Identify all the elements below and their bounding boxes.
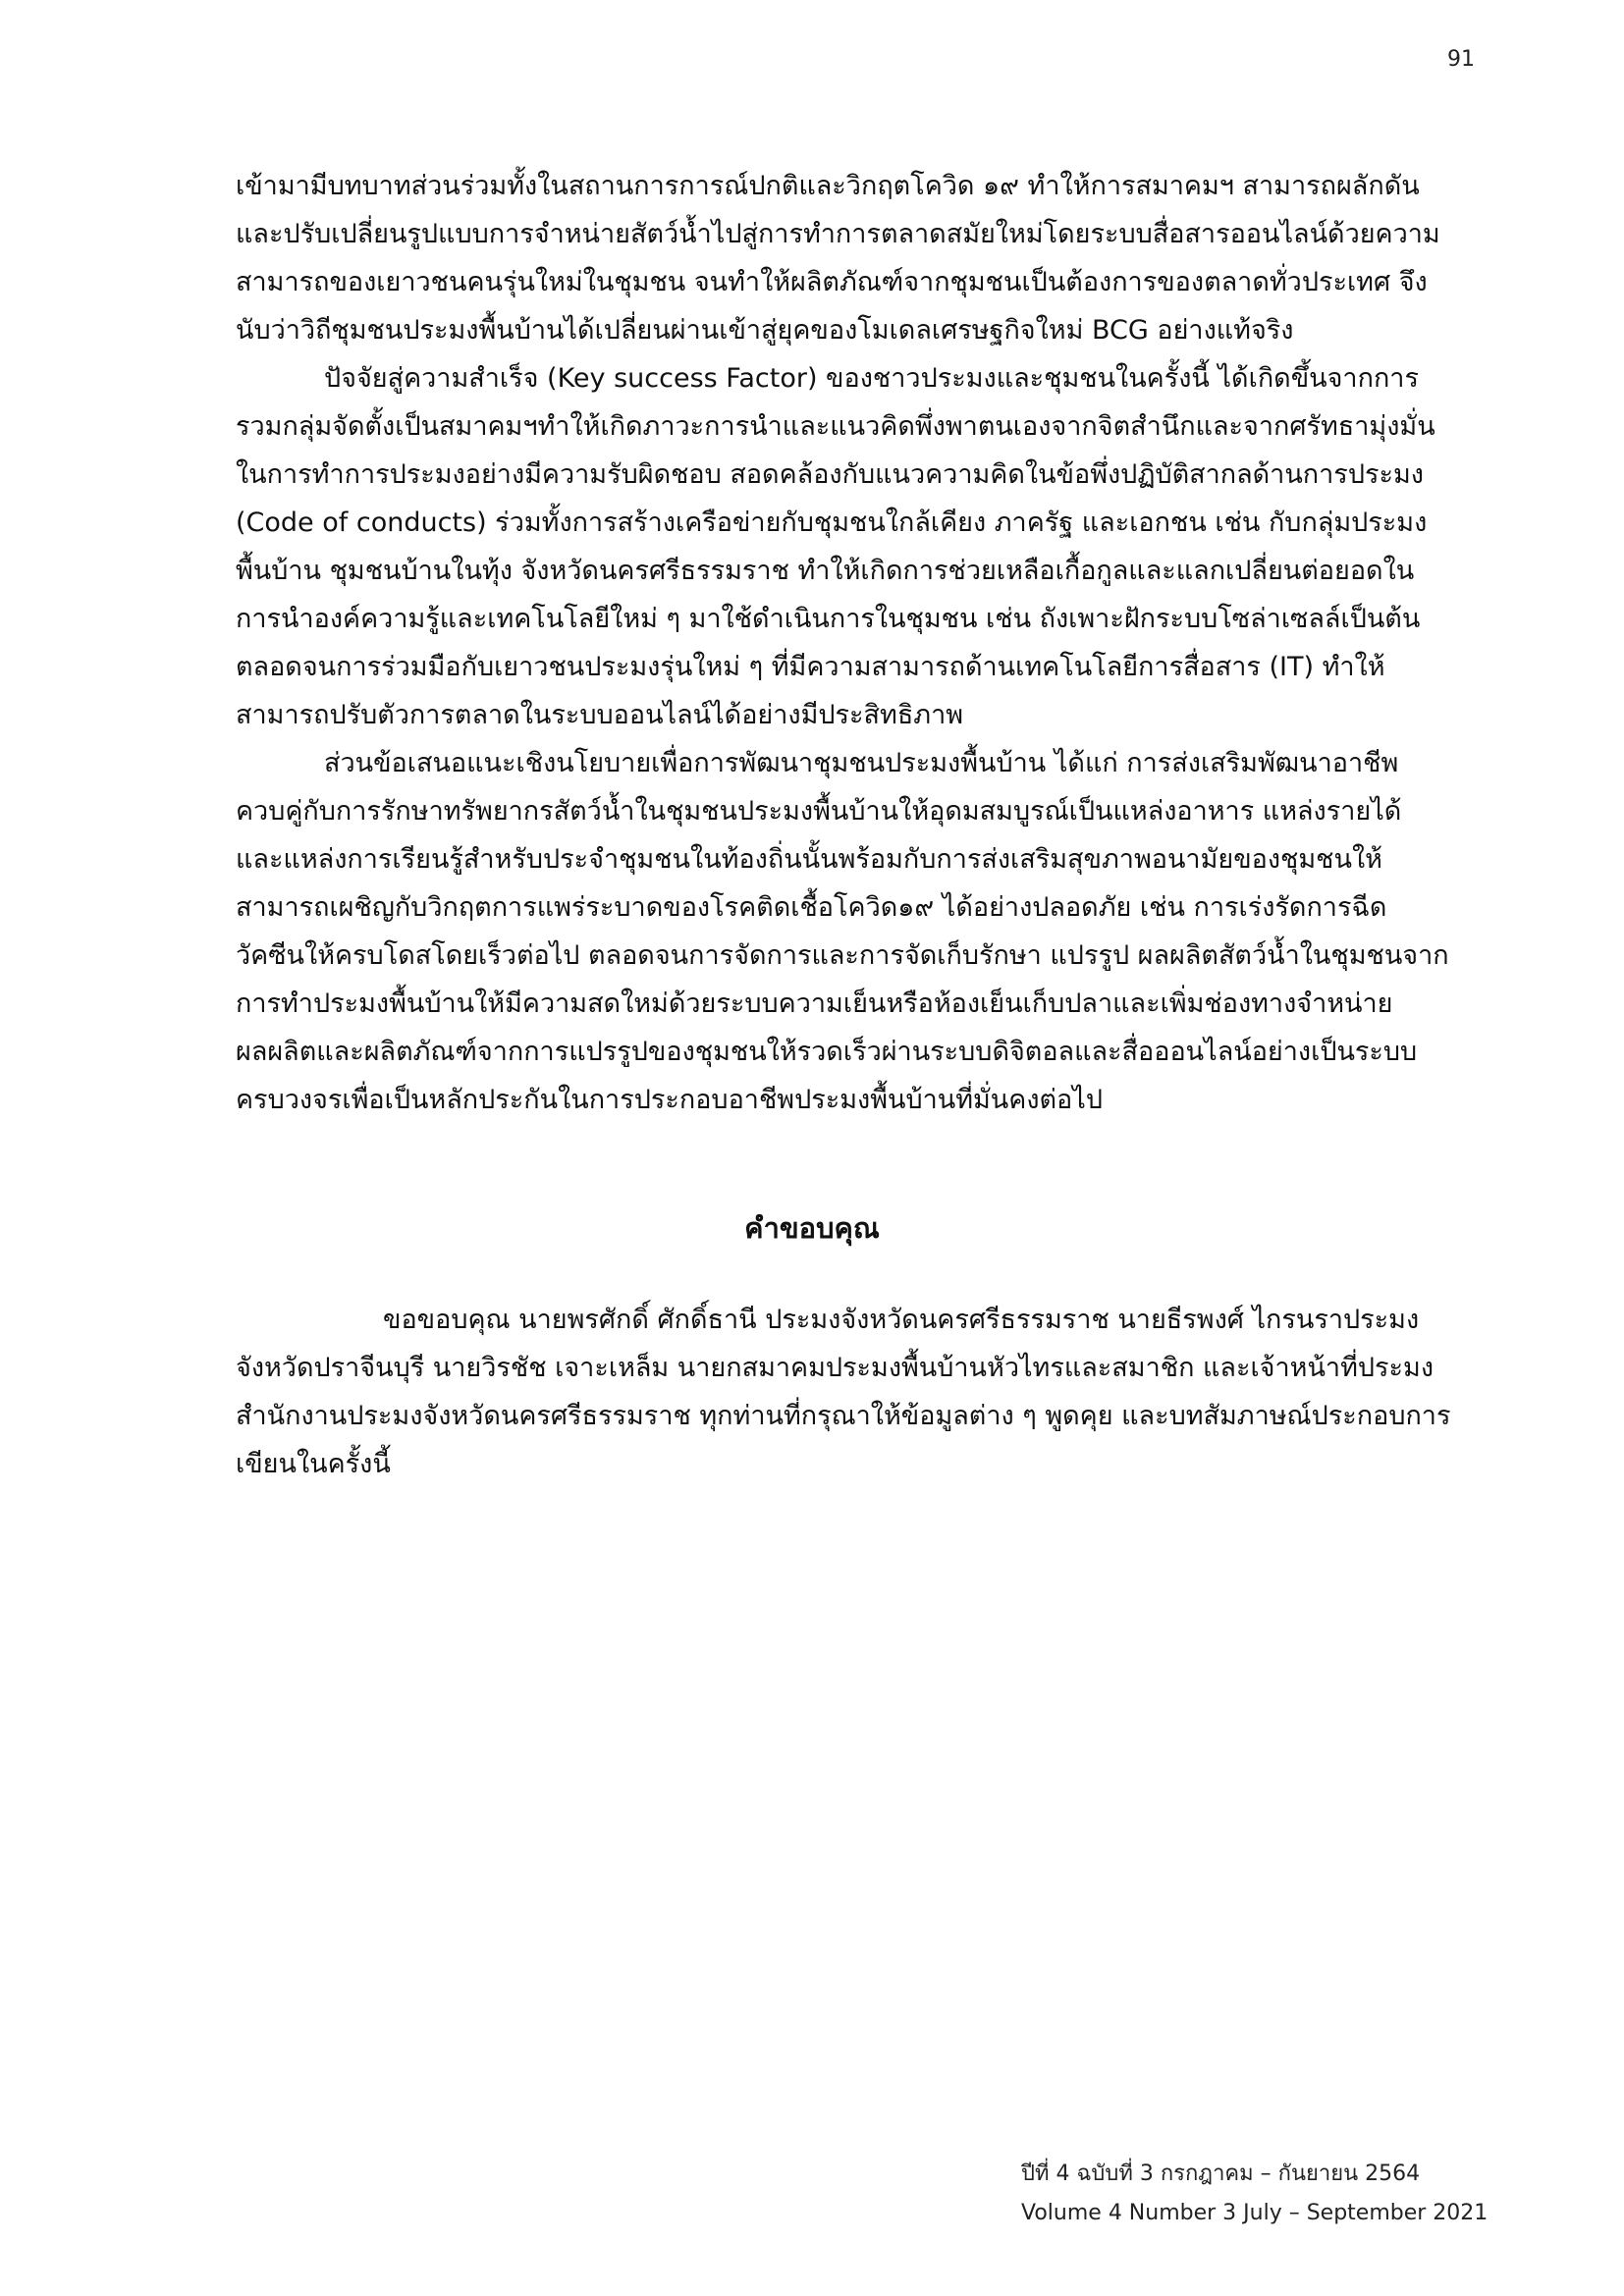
footer-thai-issue: ปีที่ 4 ฉบับที่ 3 กรกฎาคม – กันยายน 2564: [1021, 2162, 1421, 2186]
acknowledgement-section: [236, 1296, 1453, 1488]
acknowledgement-heading: คำขอบคุณ: [744, 1211, 880, 1245]
body-paragraph: เข้ามามีบทบาทส่วนร่วมทั้งในสถานการการณ์ปกติและวิกฤตโควิด ๑๙ ทำให้การสมาคมฯ สามารถผลักดันและปรับเปลี่ยนรูปแบบการจำหน่ายสัตว์น้ำไปสู่การทำการตลาดสมัยใหม่โดยระบบสื่อสารออนไลน์ด้วยความสามารถของเยาวชนคนรุ่นใหม่ในชุมชน จนทำให้ผลิตภัณฑ์จากชุมชนเป็นต้องการของตลาดทั่วประเทศ จึงนับว่าวิถีชุมชนประมงพื้นบ้านได้เปลี่ยนผ่านเข้าสู่ยุคของโมเดลเศรษฐกิจใหม่ BCG อย่างแท้จริง: [236, 171, 1440, 346]
body-section: [236, 162, 1453, 1124]
footer-english-issue: Volume 4 Number 3 July – September 2021: [1021, 2201, 1489, 2225]
journal-footer: [1021, 2155, 1488, 2233]
page-number: 91: [1447, 47, 1475, 72]
body-paragraph: ปัจจัยสู่ความสำเร็จ (Key success Factor) ของชาวประมงและชุมชนในครั้งนี้ ได้เกิดขึ้นจากการรวมกลุ่มจัดตั้งเป็นสมาคมฯทำให้เกิดภาวะการนำและแนวคิดพึ่งพาตนเองจากจิตสำนึกและจากศรัทธามุ่งมั่นในการทำการประมงอย่างมีความรับผิดชอบ สอดคล้องกับแนวความคิดในข้อพึ่งปฏิบัติสากลด้านการประมง (Code of conducts) ร่วมทั้งการสร้างเครือข่ายกับชุมชนใกล้เคียง ภาครัฐ และเอกชน เช่น กับกลุ่มประมงพื้นบ้าน ชุมชนบ้านในทุ้ง จังหวัดนครศรีธรรมราช ทำให้เกิดการช่วยเหลือเกื้อกูลและแลกเปลี่ยนต่อยอดในการนำองค์ความรู้และเทคโนโลยีใหม่ ๆ มาใช้ดำเนินการในชุมชน เช่น ถังเพาะฝักระบบโซล่าเซลล์เป็นต้น ตลอดจนการร่วมมือกับเยาวชนประมงรุ่นใหม่ ๆ ที่มีความสามารถด้านเทคโนโลยีการสื่อสาร (IT) ทำให้สามารถปรับตัวการตลาดในระบบออนไลน์ได้อย่างมีประสิทธิภาพ: [236, 363, 1435, 730]
body-paragraph: ส่วนข้อเสนอแนะเชิงนโยบายเพื่อการพัฒนาชุมชนประมงพื้นบ้าน ได้แก่ การส่งเสริมพัฒนาอาชีพควบคู่กับการรักษาทรัพยากรสัตว์น้ำในชุมชนประมงพื้นบ้านให้อุดมสมบูรณ์เป็นแหล่งอาหาร แหล่งรายได้ และแหล่งการเรียนรู้สำหรับประจำชุมชนในท้องถิ่นนั้นพร้อมกับการส่งเสริมสุขภาพอนามัยของชุมชนให้สามารถเผชิญกับวิกฤตการแพร่ระบาดของโรคติดเชื้อโควิด๑๙ ได้อย่างปลอดภัย เช่น การเร่งรัดการฉีดวัคซีนให้ครบโดสโดยเร็วต่อไป ตลอดจนการจัดการและการจัดเก็บรักษา แปรรูป ผลผลิตสัตว์น้ำในชุมชนจากการทำประมงพื้นบ้านให้มีความสดใหม่ด้วยระบบความเย็นหรือห้องเย็นเก็บปลาและเพิ่มช่องทางจำหน่ายผลผลิตและผลิตภัณฑ์จากการแปรรูปของชุมชนให้รวดเร็วผ่านระบบดิจิตอลและสื่อออนไลน์อย่างเป็นระบบครบวงจรเพื่อเป็นหลักประกันในการประกอบอาชีพประมงพื้นบ้านที่มั่นคงต่อไป: [236, 748, 1449, 1115]
acknowledgement-paragraph: ขอขอบคุณ นายพรศักดิ์ ศักดิ์ธานี ประมงจังหวัดนครศรีธรรมราช นายธีรพงศ์ ไกรนราประมงจังหวัดปราจีนบุรี นายวิรชัช เจาะเหล็ม นายกสมาคมประมงพื้นบ้านหัวไทรและสมาชิก และเจ้าหน้าที่ประมง สำนักงานประมงจังหวัดนครศรีธรรมราช ทุกท่านที่กรุณาให้ข้อมูลต่าง ๆ พูดคุย และบทสัมภาษณ์ประกอบการเขียนในครั้งนี้: [236, 1305, 1451, 1479]
